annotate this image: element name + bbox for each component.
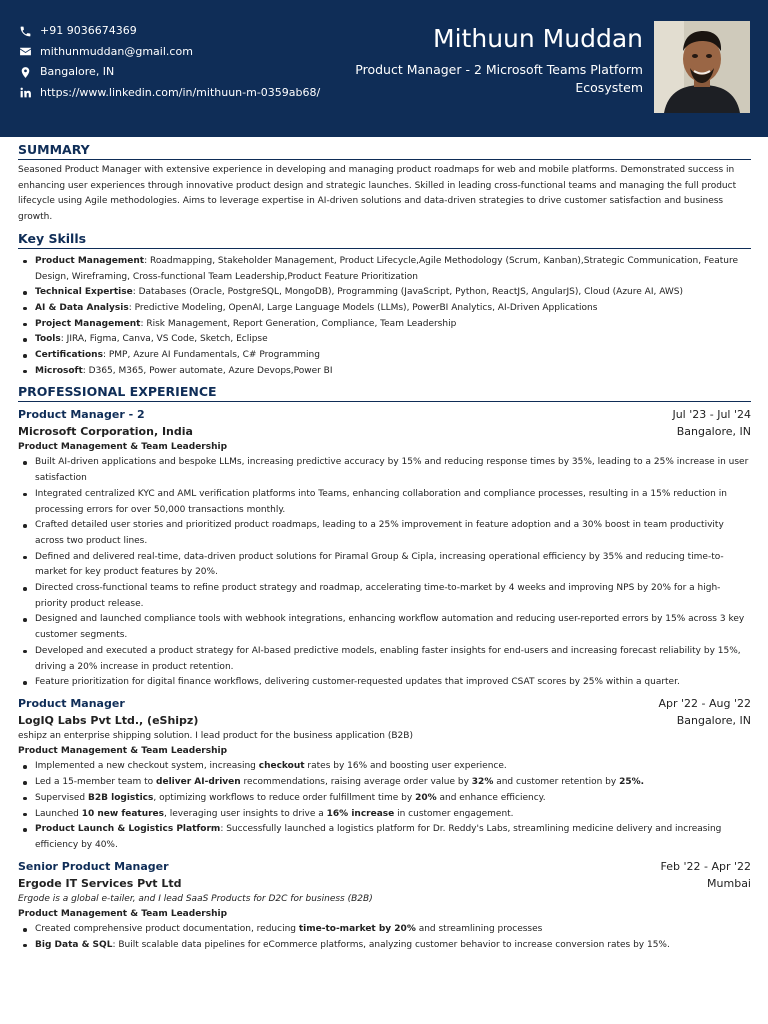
candidate-headline: Product Manager - 2 Microsoft Teams Platform Ecosystem xyxy=(355,62,643,95)
location-text: Bangalore, IN xyxy=(40,65,115,79)
candidate-name: Mithuun Muddan xyxy=(433,24,643,53)
experience-heading: PROFESSIONAL EXPERIENCE xyxy=(18,384,751,402)
job-dates: Jul '23 - Jul '24 xyxy=(672,408,751,422)
skill-item: Technical Expertise: Databases (Oracle, PostgreSQL, MongoDB), Programming (JavaScript, Python, ReactJS, AngularJS), Cloud (Azure AI, AWS) xyxy=(18,285,751,301)
job-company: Microsoft Corporation, India xyxy=(18,425,193,439)
resume-body xyxy=(18,137,751,954)
job-bullet: Supervised B2B logistics, optimizing workflows to reduce order fulfillment time by 20% and enhance efficiency. xyxy=(18,791,751,807)
summary-heading: SUMMARY xyxy=(18,142,751,160)
job-bullets xyxy=(18,455,751,691)
contact-phone xyxy=(18,21,320,42)
contact-email xyxy=(18,42,320,63)
phone-text: +91 9036674369 xyxy=(40,24,137,38)
job-dates: Feb '22 - Apr '22 xyxy=(660,859,751,873)
job-bullet: Created comprehensive product documentation, reducing time-to-market by 20% and streamlining processes xyxy=(18,922,751,938)
job-bullets xyxy=(18,759,751,853)
contact-linkedin xyxy=(18,83,320,104)
skill-item: Project Management: Risk Management, Report Generation, Compliance, Team Leadership xyxy=(18,317,751,333)
job-subheading: Product Management & Team Leadership xyxy=(18,442,228,453)
linkedin-icon xyxy=(18,86,32,100)
job-description: Ergode is a global e-tailer, and I lead SaaS Products for D2C for business (B2B) xyxy=(18,893,373,904)
job-bullets xyxy=(18,922,751,953)
job-bullet: Defined and delivered real-time, data-driven product solutions for Piramal Group & Cipla, increasing operational efficiency by 35% and reducing time-to-market for key product features by 20%. xyxy=(18,550,751,581)
skills-heading: Key Skills xyxy=(18,231,751,249)
job-company: Ergode IT Services Pvt Ltd xyxy=(18,876,182,890)
location-pin-icon xyxy=(18,65,32,79)
job-entry xyxy=(18,695,751,854)
skill-item: Microsoft: D365, M365, Power automate, Azure Devops,Power BI xyxy=(18,364,751,380)
summary-text: Seasoned Product Manager with extensive experience in developing and managing product roadmaps for web and mobile platforms. Demonstrated success in enhancing user experiences through innovative product design and strategic launches. Skilled in leading cross-functional teams and managing the full product lifecycle using Agile methodologies. Aims to leverage expertise in AI-driven solutions and data-driven strategies to drive customer satisfaction and business growth. xyxy=(18,165,737,223)
job-location: Bangalore, IN xyxy=(676,425,751,439)
job-entry xyxy=(18,406,751,691)
job-bullet: Developed and executed a product strategy for AI-based predictive models, enabling faster insights for end-users and increasing forecast reliability by 15%, driving a 20% increase in product retention. xyxy=(18,644,751,675)
skill-item: Tools: JIRA, Figma, Canva, VS Code, Sketch, Eclipse xyxy=(18,332,751,348)
skill-item: Product Management: Roadmapping, Stakeholder Management, Product Lifecycle,Agile Methodology (Scrum, Kanban),Strategic Communication, Feature Design, Wireframing, Cross-functional Team Leadership,Product Feature Prioritization xyxy=(18,254,751,285)
job-role: Product Manager - 2 xyxy=(18,408,145,422)
contact-list xyxy=(18,21,320,103)
job-bullet: Feature prioritization for digital finance workflows, delivering customer-requested updates that improved CSAT scores by 25% within a quarter. xyxy=(18,675,751,691)
phone-icon xyxy=(18,24,32,38)
linkedin-link[interactable]: https://www.linkedin.com/in/mithuun-m-0359ab68/ xyxy=(40,85,321,99)
job-role: Product Manager xyxy=(18,696,125,710)
job-bullet: Integrated centralized KYC and AML verification platforms into Teams, enhancing collaboration and compliance processes, resulting in a 15% reduction in processing errors for over 50,000 transactions monthly. xyxy=(18,487,751,518)
skill-item: AI & Data Analysis: Predictive Modeling, OpenAI, Large Language Models (LLMs), PowerBI Analytics, AI-Driven Applications xyxy=(18,301,751,317)
job-company: LogIQ Labs Pvt Ltd., (eShipz) xyxy=(18,713,199,727)
job-bullet: Big Data & SQL: Built scalable data pipelines for eCommerce platforms, analyzing customer behavior to increase conversion rates by 15%. xyxy=(18,938,751,954)
skills-list xyxy=(18,254,751,380)
email-text[interactable]: mithunmuddan@gmail.com xyxy=(40,44,193,58)
job-dates: Apr '22 - Aug '22 xyxy=(658,696,751,710)
job-bullet: Launched 10 new features, leveraging user insights to drive a 16% increase in customer engagement. xyxy=(18,807,751,823)
profile-photo xyxy=(654,21,750,113)
job-role: Senior Product Manager xyxy=(18,859,169,873)
job-bullet: Implemented a new checkout system, increasing checkout rates by 16% and boosting user experience. xyxy=(18,759,751,775)
job-bullet: Designed and launched compliance tools with webhook integrations, enhancing workflow automation and reducing user-reported errors by 15% across 3 key customer segments. xyxy=(18,612,751,643)
job-location: Bangalore, IN xyxy=(676,713,751,727)
job-bullet: Built AI-driven applications and bespoke LLMs, increasing predictive accuracy by 15% and reducing response times by 35%, leading to a 25% increase in user satisfaction xyxy=(18,455,751,486)
email-icon xyxy=(18,45,32,59)
job-subheading: Product Management & Team Leadership xyxy=(18,746,228,757)
contact-location xyxy=(18,62,320,83)
job-entry xyxy=(18,858,751,954)
job-description: eshipz an enterprise shipping solution. I lead product for the business application (B2B) xyxy=(18,730,413,741)
resume-header xyxy=(0,0,768,137)
job-bullet: Product Launch & Logistics Platform: Successfully launched a logistics platform for Dr. Reddy's Labs, streamlining medicine delivery and increasing efficiency by 40%. xyxy=(18,822,751,853)
job-subheading: Product Management & Team Leadership xyxy=(18,909,228,920)
job-bullet: Led a 15-member team to deliver AI-driven recommendations, raising average order value by 32% and customer retention by 25%. xyxy=(18,775,751,791)
skill-item: Certifications: PMP, Azure AI Fundamentals, C# Programming xyxy=(18,348,751,364)
job-bullet: Directed cross-functional teams to refine product strategy and roadmap, accelerating time-to-market by 4 weeks and improving NPS by 20% for a high-priority product release. xyxy=(18,581,751,612)
job-location: Mumbai xyxy=(707,876,751,890)
job-bullet: Crafted detailed user stories and prioritized product roadmaps, leading to a 25% improvement in feature adoption and a 30% boost in team productivity across two product lines. xyxy=(18,518,751,549)
